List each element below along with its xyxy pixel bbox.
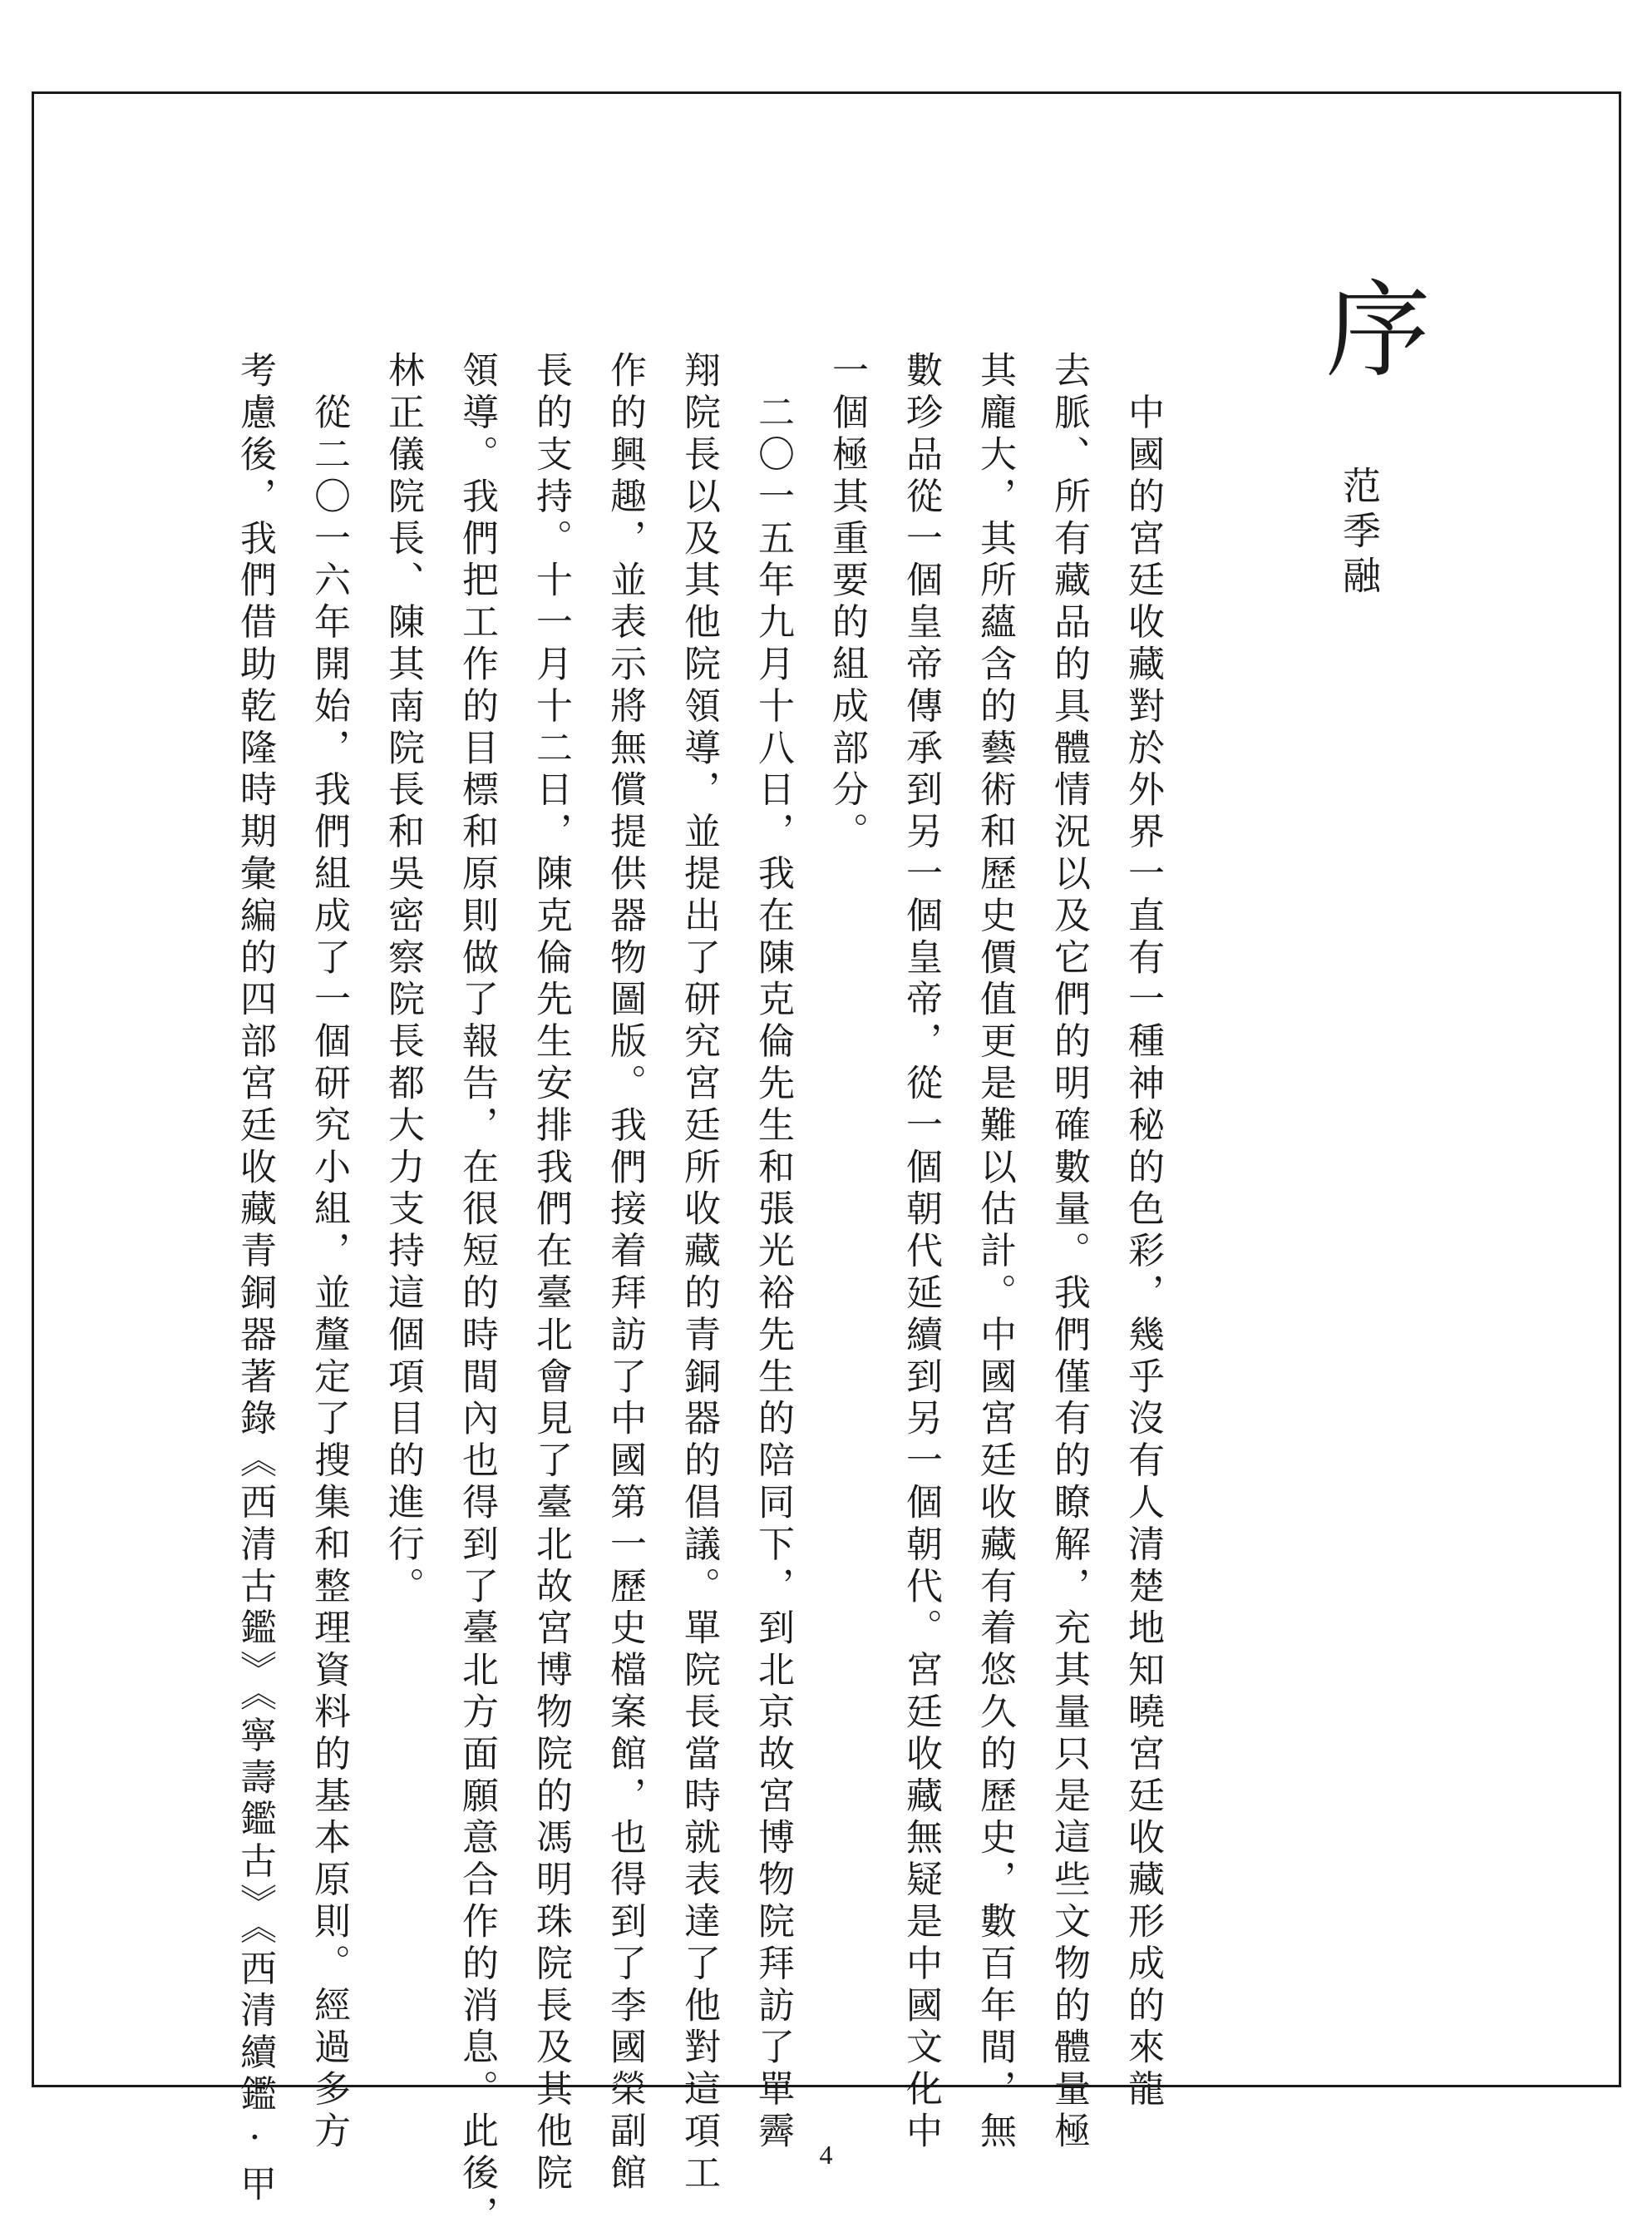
text-column-12: 從二〇一六年開始，我們組成了一個研究小組，並釐定了搜集和整理資料的基本原則。經過多方 — [308, 351, 350, 2154]
text-column-4: 數珍品從一個皇帝傳承到另一個皇帝，從一個朝代延續到另一個朝代。宮廷收藏無疑是中國文化中 — [900, 351, 942, 2154]
text-column-1: 中國的宮廷收藏對於外界一直有一種神秘的色彩，幾乎沒有人清楚地知曉宮廷收藏形成的來龍 — [1122, 351, 1164, 2111]
author-name: 范季融 — [1337, 466, 1382, 600]
page-number: 4 — [819, 2140, 833, 2170]
text-column-13: 考慮後，我們借助乾隆時期彙編的四部宮廷收藏青銅器著錄《西清古鑑》《寧壽鑑古》《西清續鑑·甲 — [234, 351, 276, 2206]
text-column-7: 翔院長以及其他院領導，並提出了研究宮廷所收藏的青銅器的倡議。單院長當時就表達了他對這項工 — [678, 351, 720, 2195]
text-column-9: 長的支持。十一月十二日，陳克倫先生安排我們在臺北會見了臺北故宮博物院的馮明珠院長及其他院 — [530, 351, 572, 2195]
text-column-10: 領導。我們把工作的目標和原則做了報告，在很短的時間內也得到了臺北方面願意合作的消息。此後， — [456, 351, 498, 2237]
preface-title: 序 — [1309, 274, 1431, 379]
text-column-11: 林正儀院長、陳其南院長和吳密察院長都大力支持這個項目的進行。 — [382, 351, 424, 1608]
text-column-5: 一個極其重要的組成部分。 — [826, 351, 868, 854]
text-column-3: 其龐大，其所蘊含的藝術和歷史價值更是難以估計。中國宮廷收藏有着悠久的歷史，數百年間，無 — [974, 351, 1016, 2154]
text-column-2: 去脈、所有藏品的具體情況以及它們的明確數量。我們僅有的瞭解，充其量只是這些文物的體量極 — [1048, 351, 1090, 2154]
text-column-6: 二〇一五年九月十八日，我在陳克倫先生和張光裕先生的陪同下，到北京故宮博物院拜訪了單霽 — [752, 351, 794, 2154]
text-column-8: 作的興趣，並表示將無償提供器物圖版。我們接着拜訪了中國第一歷史檔案館，也得到了李國榮副館 — [604, 351, 646, 2195]
